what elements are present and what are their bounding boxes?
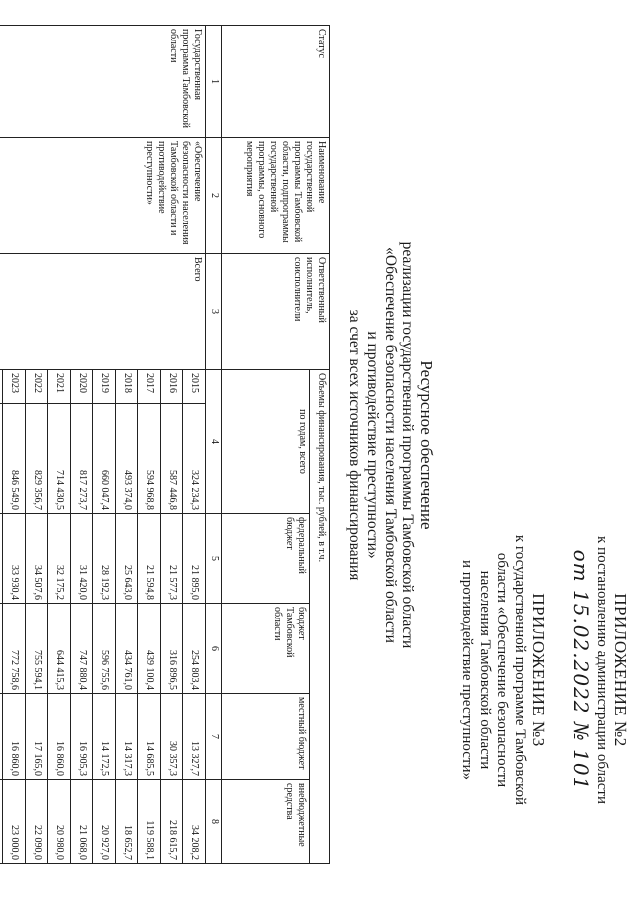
program-name-cell: «Обеспечение безопасности населения Тамбовской области и противодействие преступности» [0, 138, 206, 254]
regional-cell: 596 755,6 [93, 604, 116, 694]
local-cell [0, 694, 3, 780]
year-cell: 2015 [183, 370, 206, 404]
federal-cell: 34 507,6 [26, 514, 49, 604]
offbudget-cell: 20 980,0 [48, 780, 71, 864]
offbudget-cell: 119 588,1 [138, 780, 161, 864]
status-cell: Государственная программа Тамбовской области [0, 26, 206, 138]
offbudget-cell [0, 780, 3, 864]
total-cell: 594 968,8 [138, 404, 161, 514]
header-executor: Ответственный исполнитель, соисполнители [222, 254, 330, 370]
local-cell: 30 357,3 [161, 694, 184, 780]
regional-cell: 439 100,4 [138, 604, 161, 694]
column-number: 1 [206, 26, 222, 138]
federal-cell: 32 175,2 [48, 514, 71, 604]
federal-cell: 31 420,0 [71, 514, 94, 604]
year-cell: 2023 [3, 370, 26, 404]
appendix-2-title: ПРИЛОЖЕНИЕ №2 [611, 593, 630, 747]
appendix-3-title: ПРИЛОЖЕНИЕ №3 [529, 593, 548, 747]
funding-table [0, 25, 330, 864]
year-cell: 2016 [161, 370, 184, 404]
federal-cell: 21 895,0 [183, 514, 206, 604]
header-name: Наименование государственной программы Тамбовской области, подпрограммы государственной программы, основного мероприятия [222, 138, 330, 254]
year-cell [0, 370, 3, 404]
local-cell: 17 165,0 [26, 694, 49, 780]
document-title [345, 210, 436, 680]
regional-cell: 254 803,4 [183, 604, 206, 694]
federal-cell: 21 577,3 [161, 514, 184, 604]
year-cell: 2019 [93, 370, 116, 404]
header-by-year: по годам, всего [222, 370, 310, 514]
header-offbudget: внебюджетные средства [222, 780, 310, 864]
local-cell: 13 327,7 [183, 694, 206, 780]
total-cell [0, 404, 3, 514]
year-cell: 2017 [138, 370, 161, 404]
offbudget-cell: 21 068,0 [71, 780, 94, 864]
regional-cell: 747 880,4 [71, 604, 94, 694]
column-number: 6 [206, 604, 222, 694]
regional-cell: 644 415,3 [48, 604, 71, 694]
appendix-3-line-3: населения Тамбовской области [476, 570, 493, 770]
title-line-3: «Обеспечение безопасности населения Тамбовской области [381, 247, 399, 643]
appendix-3-header [457, 460, 548, 880]
total-cell: 493 374,0 [116, 404, 139, 514]
appendix-3-line-2: области «Обеспечение безопасности [494, 552, 511, 788]
offbudget-cell: 20 927,0 [93, 780, 116, 864]
local-cell: 16 905,3 [71, 694, 94, 780]
column-number: 3 [206, 254, 222, 370]
appendix-2-line: к постановлению администрации области [593, 536, 610, 804]
column-number: 2 [206, 138, 222, 254]
total-cell: 714 430,5 [48, 404, 71, 514]
title-line-4: и противодействие преступности» [363, 331, 381, 559]
appendix-3-line-4: и противодействие преступности» [458, 559, 475, 781]
federal-cell: 33 930,4 [3, 514, 26, 604]
local-cell: 16 860,0 [48, 694, 71, 780]
local-cell: 16 860,0 [3, 694, 26, 780]
offbudget-cell: 34 208,2 [183, 780, 206, 864]
federal-cell: 25 643,0 [116, 514, 139, 604]
column-number: 8 [206, 780, 222, 864]
column-number: 4 [206, 370, 222, 514]
header-regional: бюджет Тамбовской области [222, 604, 310, 694]
local-cell: 14 172,5 [93, 694, 116, 780]
total-cell: 829 356,7 [26, 404, 49, 514]
header-federal: федеральный бюджет [222, 514, 310, 604]
title-line-5: за счет всех источников финансирования [346, 309, 364, 581]
total-cell: 587 446,8 [161, 404, 184, 514]
column-number: 5 [206, 514, 222, 604]
total-cell: 846 549,0 [3, 404, 26, 514]
appendix-3-line-1: к государственной программе Тамбовской [511, 534, 528, 806]
local-cell: 14 317,3 [116, 694, 139, 780]
year-cell: 2018 [116, 370, 139, 404]
header-status: Статус [222, 26, 330, 138]
offbudget-cell: 23 000,0 [3, 780, 26, 864]
offbudget-cell: 218 615,7 [161, 780, 184, 864]
table-row [183, 26, 206, 864]
federal-cell: 21 594,8 [138, 514, 161, 604]
offbudget-cell: 22 090,0 [26, 780, 49, 864]
appendix-2-header [569, 460, 630, 880]
regional-cell: 772 758,6 [3, 604, 26, 694]
header-local: местный бюджет [222, 694, 310, 780]
title-line-1: Ресурсное обеспечение [417, 360, 436, 530]
local-cell: 14 685,5 [138, 694, 161, 780]
federal-cell [0, 514, 3, 604]
total-cell: 817 273,7 [71, 404, 94, 514]
regional-cell: 316 896,5 [161, 604, 184, 694]
regional-cell [0, 604, 3, 694]
regional-cell: 434 761,0 [116, 604, 139, 694]
federal-cell: 28 192,3 [93, 514, 116, 604]
year-cell: 2020 [71, 370, 94, 404]
offbudget-cell: 18 652,7 [116, 780, 139, 864]
year-cell: 2022 [26, 370, 49, 404]
column-number: 7 [206, 694, 222, 780]
year-cell: 2021 [48, 370, 71, 404]
total-cell: 660 047,4 [93, 404, 116, 514]
executor-cell: Всего [0, 254, 206, 370]
handwritten-date-number: от 15.02.2022 № 101 [569, 549, 594, 791]
header-funding: Объемы финансирования, тыс. рублей, в т.ч. [310, 370, 330, 864]
total-cell: 324 234,3 [183, 404, 206, 514]
regional-cell: 755 594,1 [26, 604, 49, 694]
title-line-2: реализации государственной программы Тамбовской области [399, 241, 417, 649]
